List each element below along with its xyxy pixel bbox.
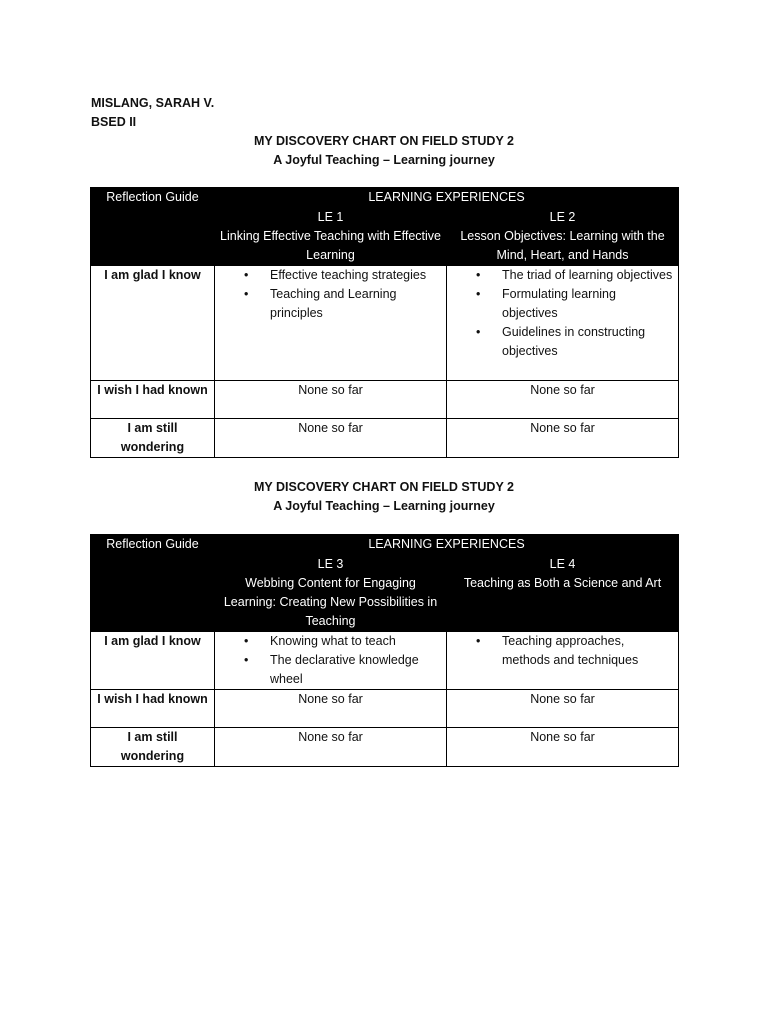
- table-header-row: [91, 188, 679, 208]
- le-column-header: [215, 555, 447, 632]
- list-item: • Effective teaching strategies: [246, 266, 442, 285]
- reflection-guide-header: Reflection Guide: [91, 535, 215, 632]
- table-row: [91, 632, 679, 690]
- row-label: I wish I had known: [91, 381, 215, 419]
- list-item: • Teaching approaches, methods and techniques: [478, 632, 674, 670]
- table-row: [91, 690, 679, 728]
- le-column-header: [215, 208, 447, 266]
- table-row: [91, 381, 679, 419]
- list-item: • Guidelines in constructing objectives: [478, 323, 674, 361]
- table-row: [91, 728, 679, 767]
- table-cell: None so far: [215, 419, 447, 458]
- le-code: LE 3: [317, 557, 344, 571]
- list-item: • The triad of learning objectives: [478, 266, 674, 285]
- bullet-list: [451, 266, 674, 361]
- table-cell: None so far: [215, 381, 447, 419]
- learning-experiences-header: LEARNING EXPERIENCES: [215, 535, 679, 555]
- chart-title-block-2: [0, 478, 768, 516]
- table-cell: None so far: [447, 419, 679, 458]
- table-cell: [447, 632, 679, 690]
- le-topic: Teaching as Both a Science and Art: [463, 576, 662, 590]
- le-column-header: [447, 555, 679, 632]
- table-cell: None so far: [447, 728, 679, 767]
- student-course: BSED II: [91, 115, 137, 129]
- bullet-list: [219, 632, 442, 689]
- le-topic: Linking Effective Teaching with Effective Learning: [220, 229, 441, 262]
- table-cell: [215, 266, 447, 381]
- table-cell: None so far: [215, 728, 447, 767]
- row-label: I wish I had known: [91, 690, 215, 728]
- table-cell: [215, 632, 447, 690]
- row-label: I am glad I know: [91, 632, 215, 690]
- le-topic: Lesson Objectives: Learning with the Mind, Heart, and Hands: [460, 229, 665, 262]
- table-row: [91, 419, 679, 458]
- chart-title-block-1: [0, 132, 768, 170]
- table-cell: [447, 266, 679, 381]
- le-code: LE 2: [549, 210, 576, 224]
- student-info: [91, 94, 214, 132]
- list-item: • Teaching and Learning principles: [246, 285, 442, 323]
- table-cell: None so far: [447, 381, 679, 419]
- row-label: I am still wondering: [91, 728, 215, 767]
- bullet-list: [219, 266, 442, 323]
- row-label: I am still wondering: [91, 419, 215, 458]
- student-name: MISLANG, SARAH V.: [91, 96, 215, 110]
- le-topic: Webbing Content for Engaging Learning: Creating New Possibilities in Teaching: [223, 576, 438, 628]
- table-row: [91, 266, 679, 381]
- list-item: • Knowing what to teach: [246, 632, 442, 651]
- table-header-row: [91, 535, 679, 555]
- le-code: LE 1: [317, 210, 344, 224]
- bullet-list: [451, 632, 674, 670]
- row-label: I am glad I know: [91, 266, 215, 381]
- chart-title: MY DISCOVERY CHART ON FIELD STUDY 2: [254, 134, 514, 148]
- table-cell: None so far: [447, 690, 679, 728]
- reflection-guide-header: Reflection Guide: [91, 188, 215, 266]
- learning-experiences-header: LEARNING EXPERIENCES: [215, 188, 679, 208]
- table-cell: None so far: [215, 690, 447, 728]
- discovery-chart-table-2: [90, 534, 679, 767]
- le-column-header: [447, 208, 679, 266]
- list-item: • Formulating learning objectives: [478, 285, 674, 323]
- chart-subtitle: A Joyful Teaching – Learning journey: [273, 153, 495, 167]
- list-item: • The declarative knowledge wheel: [246, 651, 442, 689]
- chart-title: MY DISCOVERY CHART ON FIELD STUDY 2: [254, 480, 514, 494]
- discovery-chart-table-1: [90, 187, 679, 458]
- chart-subtitle: A Joyful Teaching – Learning journey: [273, 499, 495, 513]
- le-code: LE 4: [549, 557, 576, 571]
